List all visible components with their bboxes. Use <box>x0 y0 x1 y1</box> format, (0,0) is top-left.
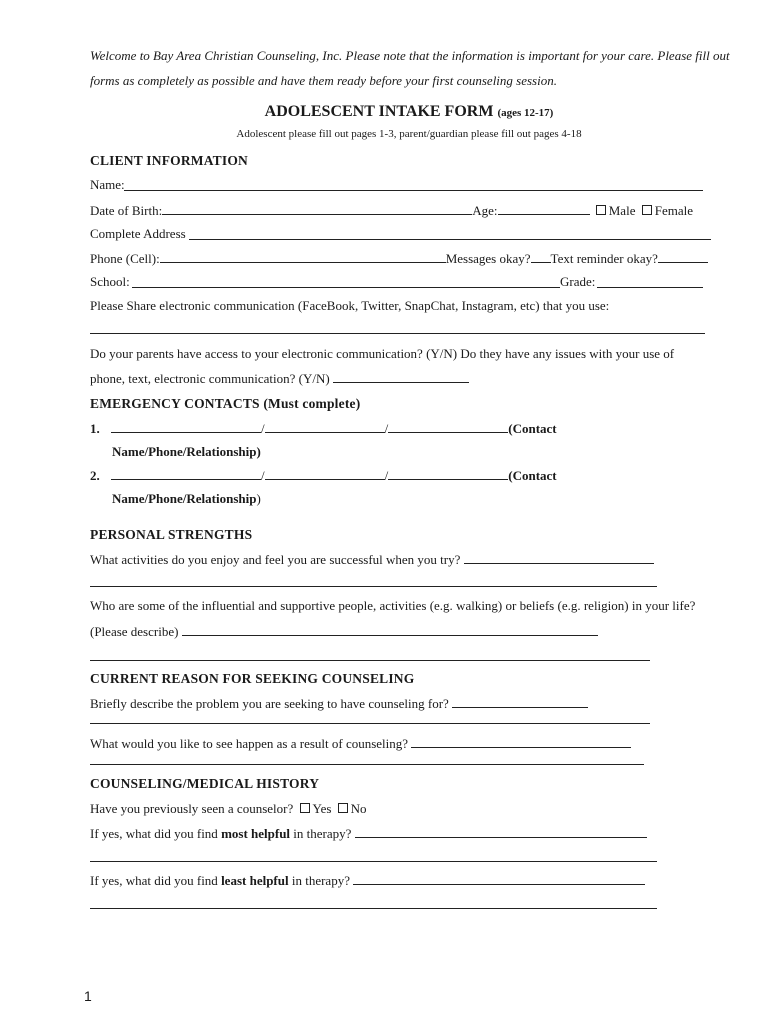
welcome-line-1: Welcome to Bay Area Christian Counseling, Inc. Please note that the information is important for your care. Please fill out <box>90 48 730 63</box>
female-label: Female <box>654 203 693 218</box>
client-info-heading: CLIENT INFORMATION <box>90 153 248 168</box>
emergency-2-name[interactable] <box>111 467 261 480</box>
reason-q1-field-2[interactable] <box>90 723 650 724</box>
emergency-num-1: 1. <box>90 421 100 436</box>
form-subtitle: Adolescent please fill out pages 1-3, parent/guardian please fill out pages 4-18 <box>236 128 582 140</box>
grade-field[interactable] <box>597 287 703 288</box>
parents-answer-field[interactable] <box>333 370 469 383</box>
form-title: ADOLESCENT INTAKE FORM (ages 12-17) <box>264 103 554 120</box>
name-field[interactable] <box>124 190 703 191</box>
form-title-ages: (ages 12-17) <box>497 107 554 119</box>
strengths-q2-field[interactable] <box>182 623 598 636</box>
strengths-q1: What activities do you enjoy and feel you are successful when you try? <box>90 551 654 568</box>
age-field[interactable] <box>498 202 590 215</box>
parents-question-2: phone, text, electronic communication? (Y/N) <box>90 370 469 387</box>
age-label: Age: <box>472 203 498 218</box>
emergency-1-phone[interactable] <box>265 420 385 433</box>
counselor-no-checkbox[interactable] <box>338 803 348 813</box>
strengths-q2b: (Please describe) <box>90 623 598 640</box>
most-helpful-field-2[interactable] <box>90 861 657 862</box>
emergency-2-caption: Name/Phone/Relationship) <box>112 491 261 506</box>
text-reminder-label: Text reminder okay? <box>550 251 658 266</box>
phone-field[interactable] <box>160 250 446 263</box>
least-helpful-field[interactable] <box>353 872 645 885</box>
emergency-heading: EMERGENCY CONTACTS (Must complete) <box>90 396 361 411</box>
emergency-1-contact-label: (Contact <box>508 421 557 436</box>
name-label: Name: <box>90 177 125 192</box>
dob-row <box>90 202 693 219</box>
address-label: Complete Address <box>90 226 186 241</box>
emergency-row-1: 1. / / (Contact <box>90 421 557 436</box>
history-heading: COUNSELING/MEDICAL HISTORY <box>90 776 320 791</box>
reason-heading: CURRENT REASON FOR SEEKING COUNSELING <box>90 671 415 686</box>
most-helpful-field[interactable] <box>355 825 647 838</box>
emergency-num-2: 2. <box>90 468 100 483</box>
counselor-yes-checkbox[interactable] <box>300 803 310 813</box>
emergency-2-relationship[interactable] <box>388 467 508 480</box>
grade-label: Grade: <box>560 274 596 289</box>
history-q2: If yes, what did you find most helpful in therapy? <box>90 825 647 842</box>
dob-label: Date of Birth: <box>90 203 163 218</box>
emergency-1-name[interactable] <box>111 420 261 433</box>
welcome-line-2: forms as completely as possible and have them ready before your first counseling session. <box>90 73 557 88</box>
reason-q2-field[interactable] <box>411 735 631 748</box>
parents-question-1: Do your parents have access to your electronic communication? (Y/N) Do they have any issues with your use of <box>90 346 675 361</box>
male-checkbox[interactable] <box>596 205 606 215</box>
least-helpful-field-2[interactable] <box>90 908 657 909</box>
phone-label: Phone (Cell): <box>90 251 160 266</box>
strengths-q1-field[interactable] <box>464 551 654 564</box>
phone-row <box>90 250 708 267</box>
emergency-1-relationship[interactable] <box>388 420 508 433</box>
history-q3: If yes, what did you find least helpful in therapy? <box>90 872 645 889</box>
female-checkbox[interactable] <box>642 205 652 215</box>
emergency-1-caption: Name/Phone/Relationship) <box>112 444 261 459</box>
reason-q1-field[interactable] <box>452 695 588 708</box>
strengths-q2-field-2[interactable] <box>90 660 650 661</box>
strengths-q1-field-2[interactable] <box>90 586 657 587</box>
counselor-no-label: No <box>350 801 367 816</box>
dob-field[interactable] <box>162 202 472 215</box>
messages-field[interactable] <box>531 250 551 263</box>
electronic-field[interactable] <box>90 333 705 334</box>
emergency-2-phone[interactable] <box>265 467 385 480</box>
school-field[interactable] <box>132 287 560 288</box>
school-label: School: <box>90 274 130 289</box>
emergency-row-2: 2. / / (Contact <box>90 468 557 483</box>
text-reminder-field[interactable] <box>658 250 708 263</box>
reason-q2-field-2[interactable] <box>90 764 644 765</box>
male-label: Male <box>608 203 636 218</box>
strengths-q2: Who are some of the influential and supportive people, activities (e.g. walking) or beliefs (e.g. religion) in your life? <box>90 598 696 613</box>
electronic-label: Please Share electronic communication (FaceBook, Twitter, SnapChat, Instagram, etc) that you use: <box>90 298 610 313</box>
counselor-yes-label: Yes <box>312 801 332 816</box>
reason-q2: What would you like to see happen as a result of counseling? <box>90 735 631 752</box>
strengths-heading: PERSONAL STRENGTHS <box>90 527 253 542</box>
emergency-2-contact-label: (Contact <box>508 468 557 483</box>
history-q1: Have you previously seen a counselor? Yes No <box>90 801 367 816</box>
reason-q1: Briefly describe the problem you are seeking to have counseling for? <box>90 695 588 712</box>
address-field[interactable] <box>189 239 711 240</box>
page-number: 1 <box>84 988 92 1004</box>
messages-label: Messages okay? <box>445 251 531 266</box>
